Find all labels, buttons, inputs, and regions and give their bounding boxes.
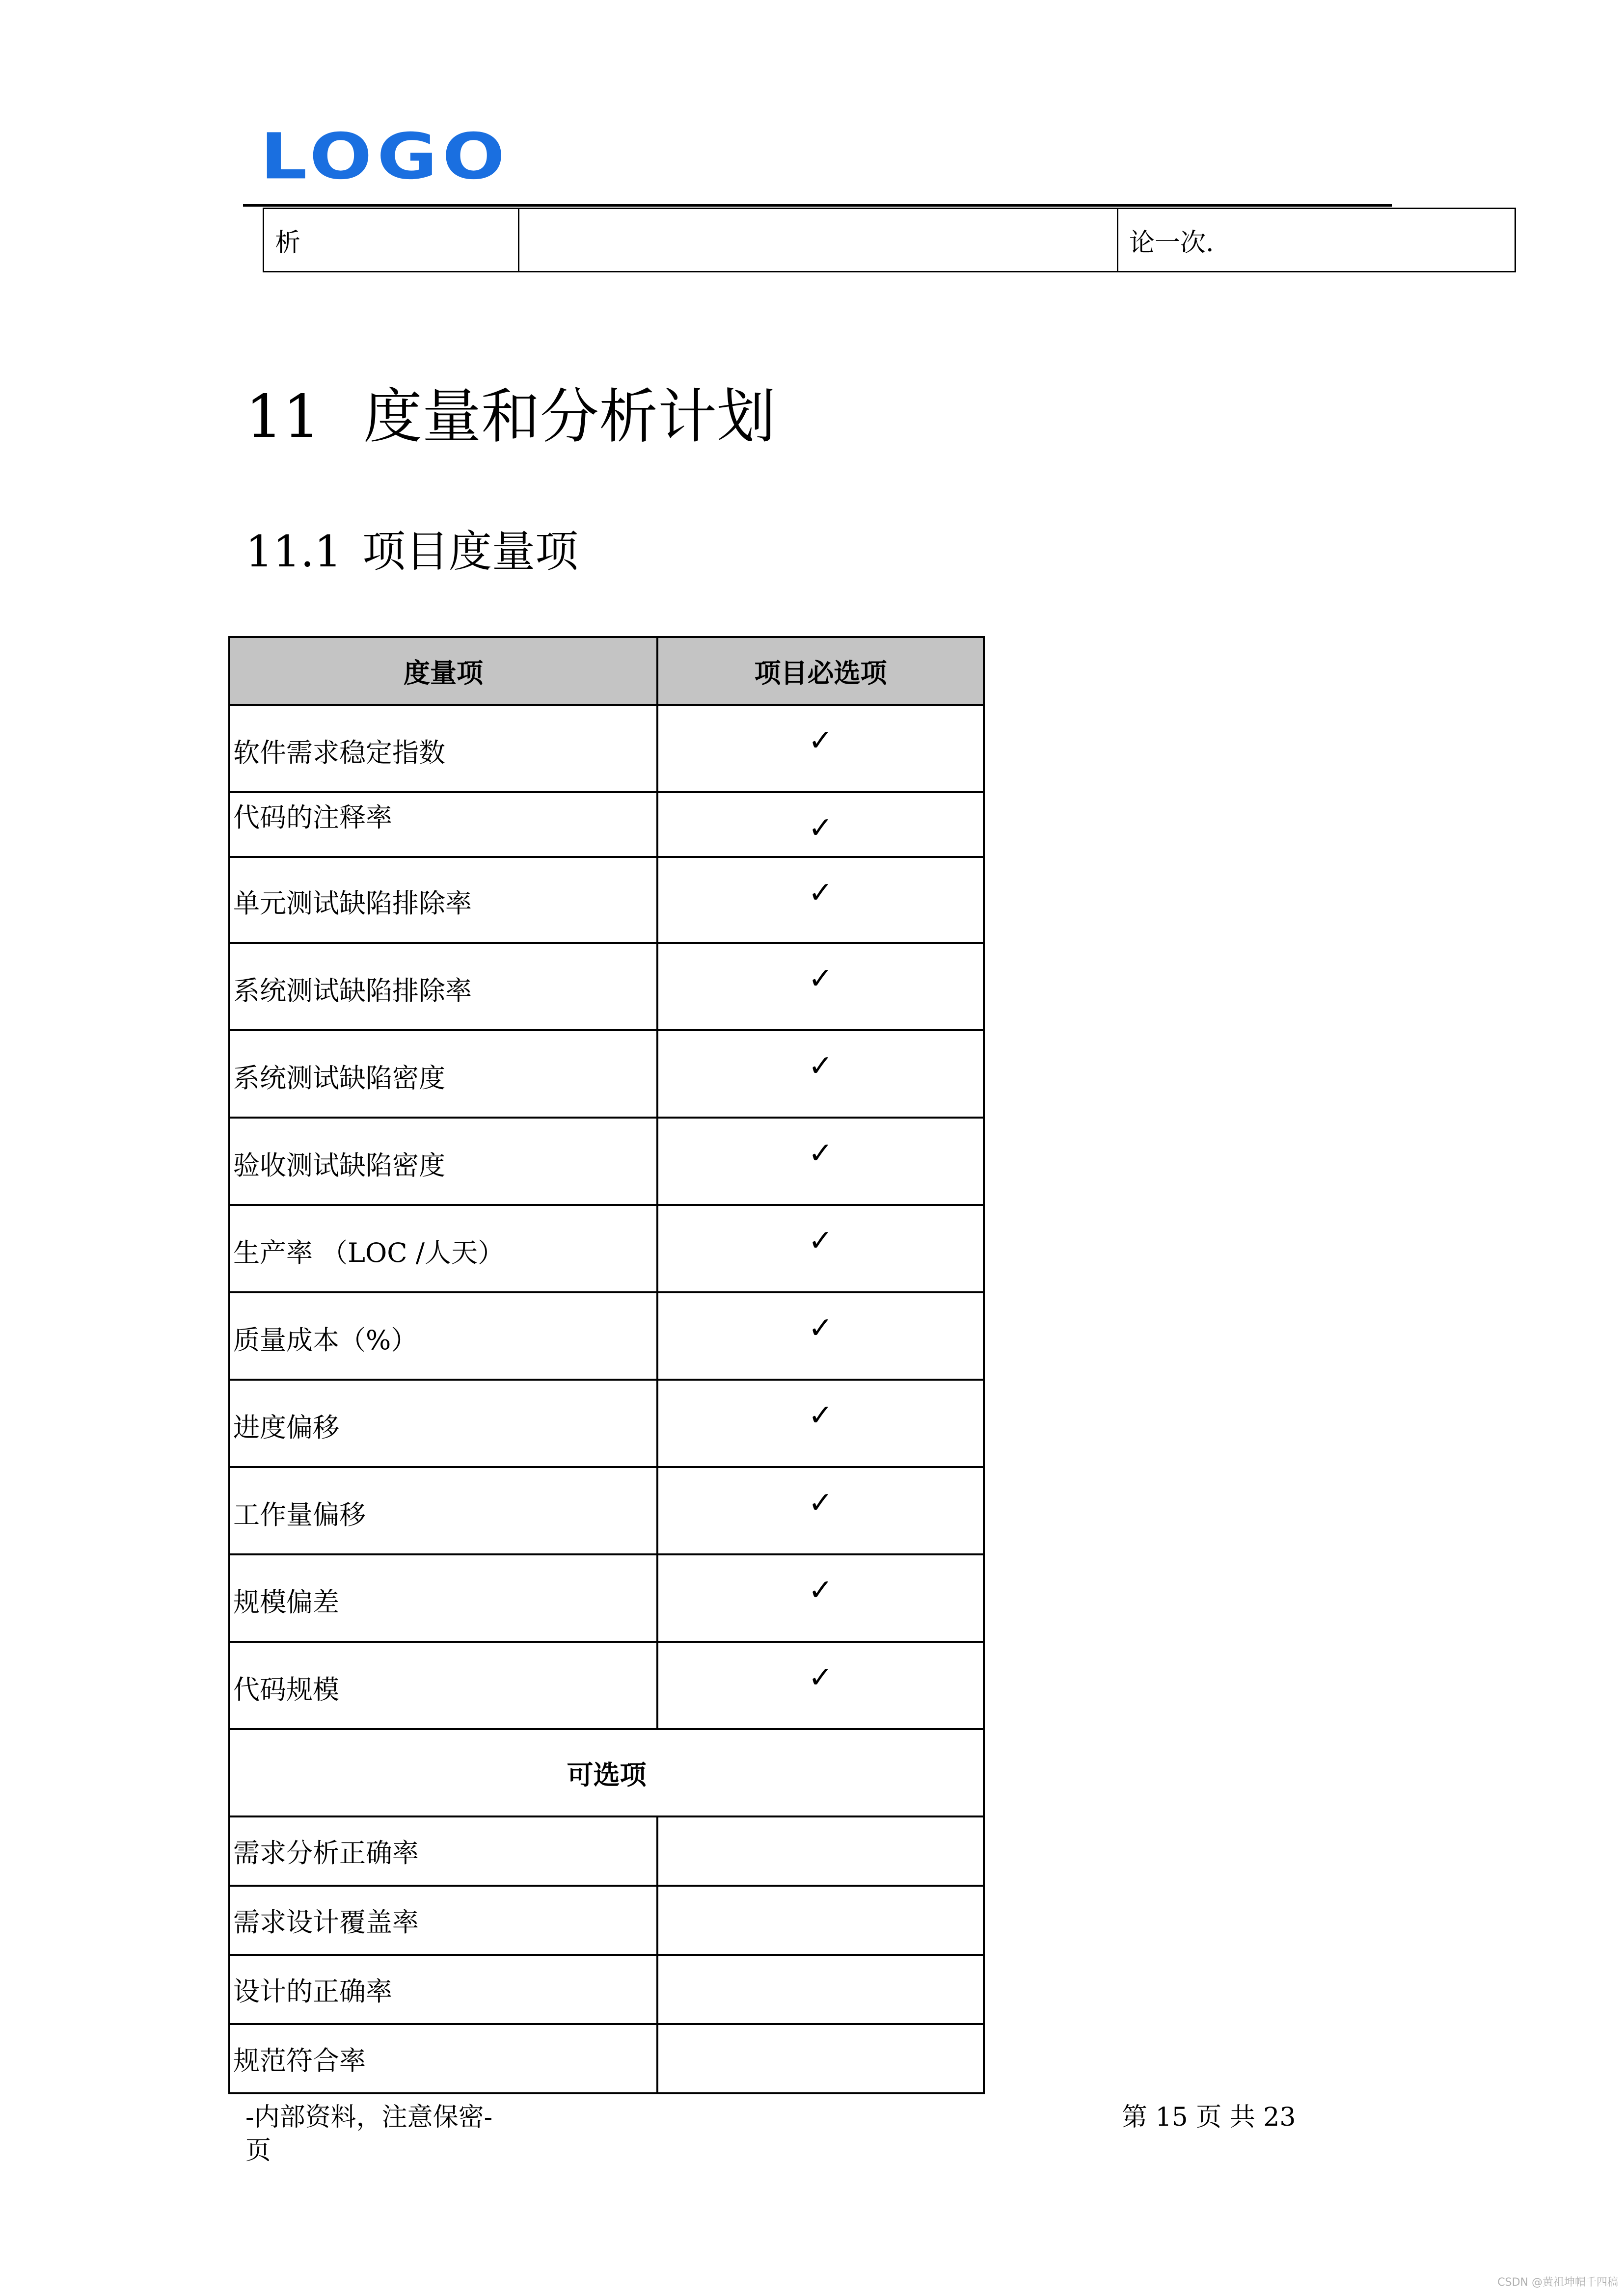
table-row — [229, 2024, 984, 2093]
table-row — [229, 857, 984, 943]
section-heading — [245, 383, 776, 451]
subsection-number: 11.1 — [245, 526, 342, 577]
required-check-icon: ✓ — [657, 1380, 984, 1467]
required-check-icon: ✓ — [657, 857, 984, 943]
table-row — [229, 1467, 984, 1554]
table-row — [229, 1955, 984, 2024]
column-header-metric: 度量项 — [229, 637, 657, 705]
required-check-icon: ✓ — [657, 705, 984, 792]
metric-name: 生产率 （LOC /人天） — [229, 1205, 657, 1292]
table-row — [229, 943, 984, 1030]
metrics-table-body — [229, 705, 984, 2093]
required-check-icon: ✓ — [657, 1554, 984, 1642]
required-check-icon: ✓ — [657, 1642, 984, 1729]
required-check-icon: ✓ — [657, 1467, 984, 1554]
table-cell — [519, 209, 1118, 272]
section-number: 11 — [245, 383, 321, 451]
table-cell: 论一次. — [1118, 209, 1516, 272]
table-row — [229, 705, 984, 792]
required-check-icon: ✓ — [657, 943, 984, 1030]
table-row — [229, 1380, 984, 1467]
required-check-icon: ✓ — [657, 1292, 984, 1380]
watermark: CSDN @黄祖坤帽千四稿 — [1497, 2276, 1618, 2289]
required-check-icon: ✓ — [657, 1205, 984, 1292]
column-header-required: 项目必选项 — [657, 637, 984, 705]
metric-name: 需求设计覆盖率 — [229, 1886, 657, 1955]
metric-name: 设计的正确率 — [229, 1955, 657, 2024]
table-row — [229, 792, 984, 857]
section-title: 度量和分析计划 — [363, 383, 776, 451]
logo: LOGO — [260, 120, 510, 194]
footer-confidential-line1: -内部资料，注意保密- — [245, 2103, 493, 2132]
metric-name: 系统测试缺陷排除率 — [229, 943, 657, 1030]
required-check-icon — [657, 1955, 984, 2024]
optional-section-row — [229, 1729, 984, 1816]
table-cell: 析 — [264, 209, 519, 272]
metric-name: 单元测试缺陷排除率 — [229, 857, 657, 943]
metric-name: 工作量偏移 — [229, 1467, 657, 1554]
metric-name: 需求分析正确率 — [229, 1816, 657, 1886]
metric-name: 代码规模 — [229, 1642, 657, 1729]
required-check-icon: ✓ — [657, 1030, 984, 1118]
table-row — [229, 1118, 984, 1205]
subsection-title: 项目度量项 — [362, 526, 579, 577]
table-row — [229, 1816, 984, 1886]
table-row — [264, 209, 1516, 272]
metric-name: 规范符合率 — [229, 2024, 657, 2093]
optional-section-label: 可选项 — [229, 1729, 984, 1816]
metric-name: 验收测试缺陷密度 — [229, 1118, 657, 1205]
metric-name: 代码的注释率 — [229, 792, 657, 857]
subsection-heading — [245, 526, 579, 577]
metric-name: 质量成本（%） — [229, 1292, 657, 1380]
table-row — [229, 1554, 984, 1642]
footer-page-number: 第 15 页 共 23 — [1122, 2103, 1296, 2132]
metric-name: 软件需求稳定指数 — [229, 705, 657, 792]
table-row — [229, 1886, 984, 1955]
footer-confidential-line2: 页 — [245, 2136, 271, 2165]
table-row — [229, 1030, 984, 1118]
metric-name: 系统测试缺陷密度 — [229, 1030, 657, 1118]
metric-name: 进度偏移 — [229, 1380, 657, 1467]
required-check-icon: ✓ — [657, 1118, 984, 1205]
metrics-table — [228, 636, 985, 2094]
required-check-icon — [657, 2024, 984, 2093]
table-row — [229, 1205, 984, 1292]
required-check-icon: ✓ — [657, 792, 984, 857]
table-row — [229, 1292, 984, 1380]
previous-table-continuation — [263, 208, 1516, 272]
table-header-row — [229, 637, 984, 705]
header-rule — [243, 204, 1392, 207]
footer-confidential — [245, 2101, 492, 2167]
required-check-icon — [657, 1816, 984, 1886]
required-check-icon — [657, 1886, 984, 1955]
table-row — [229, 1642, 984, 1729]
metric-name: 规模偏差 — [229, 1554, 657, 1642]
